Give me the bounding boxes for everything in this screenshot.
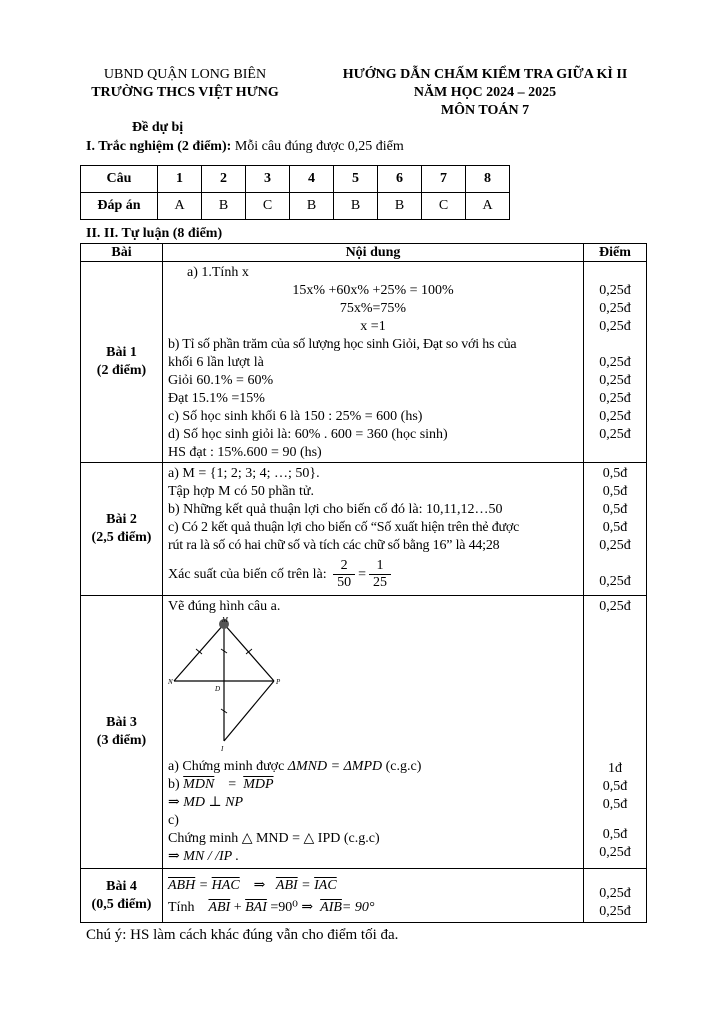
header-right — [325, 66, 645, 120]
score: 0,5đ — [602, 466, 628, 481]
bai1-line: 75x%=75% — [339, 301, 407, 316]
question-number: 5 — [334, 166, 378, 193]
answer-cell: B — [334, 193, 378, 220]
essay-header-row — [81, 244, 647, 262]
section1-heading — [86, 139, 404, 155]
label-p: P — [276, 678, 281, 686]
score: 0,25đ — [599, 599, 631, 614]
bai2-content — [163, 463, 584, 596]
bai1-line: b) Tỉ số phần trăm của số lượng học sinh Giỏi, Đạt so với hs của — [168, 337, 517, 352]
bai3-line-b2: ⇒ MD ⊥ NP — [168, 795, 244, 810]
kite-figure-svg — [169, 616, 299, 758]
angle-iac: $\overline{IAC}$ — [314, 878, 337, 893]
score: 0,25đ — [599, 373, 631, 388]
bai2-line: a) M = {1; 2; 3; 4; …; 50}. — [168, 466, 320, 481]
fraction-1-25 — [369, 558, 391, 591]
school-year: NĂM HỌC 2024 – 2025 — [413, 85, 557, 100]
answer-cell: B — [290, 193, 334, 220]
header-diem: Điểm — [584, 244, 647, 262]
bai2-line: c) Có 2 kết quả thuận lợi cho biến cố “Số xuất hiện trên thẻ được — [168, 520, 520, 535]
label-n: N — [168, 678, 173, 686]
bai4-content — [163, 869, 584, 923]
equals-sign: = — [198, 878, 209, 893]
bai1-line: 15x% +60x% +25% = 100% — [292, 283, 454, 298]
score: 0,5đ — [602, 779, 628, 794]
bai1-line: Giỏi 60.1% = 60% — [168, 373, 274, 388]
bai3-line-a — [163, 758, 583, 776]
line-a-math: ΔMND = ΔMPD — [287, 759, 383, 774]
label-m: M — [222, 616, 228, 624]
question-number: 1 — [158, 166, 202, 193]
bai3-line-c3: ⇒ MN / /IP . — [168, 849, 239, 864]
question-number: 7 — [422, 166, 466, 193]
exam-variant: Đề dự bị — [132, 120, 184, 135]
bai3-line-b — [163, 776, 583, 794]
bai2-scores — [584, 463, 647, 596]
bai1-line: c) Số học sinh khối 6 là 150 : 25% = 600 (hs) — [168, 409, 423, 424]
fraction-numerator: 1 — [369, 558, 391, 575]
bai4-points: (0,5 điểm) — [91, 896, 152, 912]
school-name: TRƯỜNG THCS VIỆT HƯNG — [91, 85, 279, 100]
answer-table — [80, 165, 510, 220]
angle-sum-text: =90⁰ ⇒ — [270, 900, 314, 915]
line-a-suffix: (c.g.c) — [385, 759, 422, 774]
implies-sign: ⇒ — [253, 878, 266, 893]
score: 1đ — [608, 761, 622, 776]
equals-sign: = — [301, 878, 311, 893]
bai2-row — [81, 463, 647, 596]
angle-bai: $\overline{BAI}$ — [245, 900, 267, 915]
fraction-2-50 — [333, 558, 355, 591]
right-angle-text: = 90° — [341, 900, 375, 915]
bai3-line-c: c) — [168, 813, 179, 828]
angle-mdp: $\overline{MDP}$ — [243, 777, 274, 792]
question-number: 6 — [378, 166, 422, 193]
label-i: I — [221, 745, 224, 753]
segment-mp — [224, 624, 274, 681]
answer-row-label: Đáp án — [81, 193, 158, 220]
bai2-line: b) Những kết quả thuận lợi cho biến cố đó là: 10,11,12…50 — [168, 502, 503, 517]
score: 0,5đ — [602, 484, 628, 499]
bai4-line2 — [163, 897, 583, 919]
bai2-name: Bài 2 — [106, 512, 137, 527]
score: 0,25đ — [599, 391, 631, 406]
bai2-line: rút ra là số có hai chữ số và tích các chữ số bằng 16” là 44;28 — [168, 538, 500, 553]
question-row-label: Câu — [81, 166, 158, 193]
score: 0,25đ — [599, 301, 631, 316]
compute-label: Tính — [168, 900, 195, 915]
bai3-points: (3 điểm) — [96, 733, 147, 748]
bai4-line1 — [163, 875, 583, 897]
score: 0,25đ — [599, 427, 631, 442]
district-name: UBND QUẬN LONG BIÊN — [103, 67, 267, 82]
score: 0,5đ — [602, 827, 628, 842]
bai1-name: Bài 1 — [106, 345, 137, 360]
section2-title: II. II. Tự luận (8 điểm) — [86, 226, 223, 241]
answer-cell: A — [158, 193, 202, 220]
bai1-line: Đạt 15.1% =15% — [168, 391, 265, 406]
header-bai: Bài — [81, 244, 163, 262]
doc-title: HƯỚNG DẪN CHẤM KIỂM TRA GIỮA KÌ II — [342, 67, 628, 82]
bai3-name: Bài 3 — [106, 715, 137, 730]
label-d: D — [215, 685, 221, 693]
question-number: 4 — [290, 166, 334, 193]
bai2-line: Tập hợp M có 50 phần tử. — [168, 484, 315, 499]
bai1-line: HS đạt : 15%.600 = 90 (hs) — [168, 445, 322, 460]
essay-table — [80, 243, 647, 923]
plus-sign: + — [233, 900, 242, 915]
bai3-label — [81, 596, 163, 869]
score: 0,5đ — [602, 797, 628, 812]
section1-note: Mỗi câu đúng được 0,25 điểm — [231, 139, 404, 154]
angle-abi: $\overline{ABI}$ — [208, 900, 231, 915]
bai3-scores — [584, 596, 647, 869]
bai4-row — [81, 869, 647, 923]
score: 0,25đ — [599, 845, 631, 860]
score: 0,25đ — [599, 538, 631, 553]
bai1-row — [81, 262, 647, 463]
answer-cell: C — [246, 193, 290, 220]
answer-cell: A — [466, 193, 510, 220]
bai3-intro: Vẽ đúng hình câu a. — [168, 599, 281, 614]
score: 0,5đ — [602, 520, 628, 535]
question-number: 3 — [246, 166, 290, 193]
bai1-line: a) 1.Tính x — [187, 265, 249, 280]
question-number: 2 — [202, 166, 246, 193]
bai1-content — [163, 262, 584, 463]
line-a-text: a) Chứng minh được — [168, 759, 285, 774]
bai1-scores — [584, 262, 647, 463]
angle-aib: $\overline{AIB}$ — [320, 900, 342, 915]
geometry-figure — [163, 616, 583, 758]
fraction-numerator: 2 — [333, 558, 355, 575]
angle-mdn: $\overline{MDN}$ — [183, 777, 215, 792]
bai1-points: (2 điểm) — [96, 363, 147, 378]
score: 0,25đ — [599, 574, 631, 589]
footer-note: Chú ý: HS làm cách khác đúng vẫn cho điểm tối đa. — [86, 927, 399, 943]
bai3-line-c2: Chứng minh △ MND = △ IPD (c.g.c) — [168, 831, 380, 846]
bai4-label — [81, 869, 163, 923]
subject: MÔN TOÁN 7 — [440, 103, 530, 118]
score: 0,25đ — [599, 409, 631, 424]
segment-ip — [224, 681, 274, 741]
answer-row — [81, 193, 510, 220]
angle-abi: $\overline{ABI}$ — [275, 878, 298, 893]
angle-hac: $\overline{HAC}$ — [211, 878, 240, 893]
segment-mn — [174, 624, 224, 681]
equals-sign: = — [358, 567, 366, 582]
bai2-points: (2,5 điểm) — [91, 530, 152, 545]
fraction-denominator: 25 — [373, 575, 387, 591]
bai1-line: x =1 — [360, 319, 386, 334]
answer-cell: B — [202, 193, 246, 220]
line-b-text: b) — [168, 777, 180, 792]
bai3-row — [81, 596, 647, 869]
bai1-line: d) Số học sinh giỏi là: 60% . 600 = 360 (học sinh) — [168, 427, 448, 442]
bai1-label — [81, 262, 163, 463]
answer-cell: C — [422, 193, 466, 220]
score: 0,25đ — [599, 904, 631, 919]
score: 0,25đ — [599, 319, 631, 334]
bai4-scores — [584, 869, 647, 923]
answer-cell: B — [378, 193, 422, 220]
fraction-denominator: 50 — [337, 575, 352, 591]
score: 0,25đ — [599, 886, 631, 901]
score: 0,25đ — [599, 355, 631, 370]
score: 0,25đ — [599, 283, 631, 298]
header-noi-dung: Nội dung — [163, 244, 584, 262]
bai1-line: khối 6 lần lượt là — [168, 355, 264, 370]
probability-text: Xác suất của biến cố trên là: — [168, 567, 327, 582]
equals-sign: = — [228, 777, 237, 792]
question-number: 8 — [466, 166, 510, 193]
bai4-name: Bài 4 — [106, 878, 137, 894]
bai3-content — [163, 596, 584, 869]
angle-abh: $\overline{ABH}$ — [168, 878, 196, 893]
bai2-probability-line — [163, 555, 583, 595]
section1-title: I. Trắc nghiệm (2 điểm): — [86, 139, 232, 154]
question-row — [81, 166, 510, 193]
header-left — [70, 66, 300, 102]
bai2-label — [81, 463, 163, 596]
score: 0,5đ — [602, 502, 628, 517]
